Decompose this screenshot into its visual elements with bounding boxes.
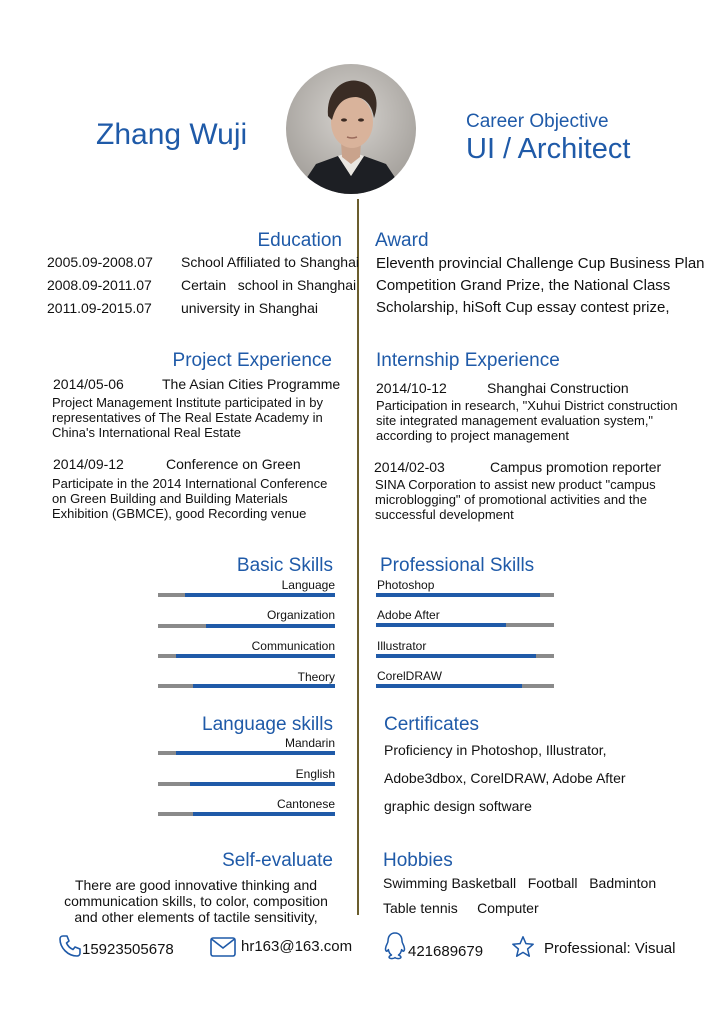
education-school: Certain school in Shanghai [181,277,357,293]
description-line: successful development [375,507,514,522]
basic-skills-heading: Basic Skills [236,555,333,576]
skill-label: Organization [266,608,335,622]
career-objective-title: UI / Architect [466,133,631,165]
education-period: 2011.09-2015.07 [47,300,152,316]
description-line: SINA Corporation to assist new product "campus [375,477,656,492]
description-line: Project Management Institute participated in by [52,395,323,410]
skill-bar [158,684,335,688]
self-evaluate-line: and other elements of tactile sensitivity, [74,909,318,925]
skill-label: Cantonese [276,797,335,811]
skill-bar [376,623,554,627]
description-line: Participation in research, "Xuhui District construction [376,398,678,413]
award-heading: Award [375,230,429,251]
project-title: Conference on Green [166,456,301,472]
skill-bar [158,593,335,597]
internship-description [375,477,656,522]
skill-bar [376,593,554,597]
description-line: microblogging" of promotional activities and the [375,492,647,507]
qq-number: 421689679 [408,943,484,960]
project-title: The Asian Cities Programme [162,376,341,392]
description-line: site integrated management evaluation system," [376,413,654,428]
career-objective-label: Career Objective [466,111,609,132]
self-evaluate-line: There are good innovative thinking and [74,877,318,893]
education-heading: Education [257,230,342,251]
hobbies-row: Swimming Basketball Football Badminton [383,875,657,891]
education-school: university in Shanghai [181,300,318,316]
phone-icon [58,934,82,958]
hobbies-heading: Hobbies [383,850,453,871]
language-skills-heading: Language skills [202,714,333,735]
internship-description [376,398,678,443]
description-line: on Green Building and Building Materials [52,491,288,506]
internship-title: Campus promotion reporter [490,459,662,475]
skill-bar [376,684,554,688]
internship-date: 2014/02-03 [374,459,445,475]
internship-heading: Internship Experience [376,350,560,371]
certificate-line: Adobe3dbox, CorelDRAW, Adobe After [384,770,626,786]
self-evaluate-heading: Self-evaluate [222,850,333,871]
description-line: Participate in the 2014 International Conference [52,476,328,491]
self-evaluate-line: communication skills, to color, composition [64,893,328,909]
professional-skills-heading: Professional Skills [380,555,535,576]
certificates-heading: Certificates [384,714,480,735]
center-divider [357,199,359,915]
project-date: 2014/09-12 [53,456,124,472]
self-evaluate-text [40,877,352,925]
project-heading: Project Experience [172,350,332,371]
phone-number: 15923505678 [82,941,174,958]
skill-label: Mandarin [284,736,335,750]
description-line: China's International Real Estate [52,425,241,440]
project-description [52,476,327,521]
skill-bar [376,654,554,658]
skill-label: Communication [251,639,335,653]
profile-photo [286,64,416,194]
education-period: 2005.09-2008.07 [47,254,153,270]
award-line: Eleventh provincial Challenge Cup Business Plan [376,255,705,272]
qq-icon [383,931,407,961]
email-address: hr163@163.com [241,938,353,955]
star-icon [511,935,535,959]
candidate-name: Zhang Wuji [96,118,248,151]
skill-bar [158,782,335,786]
professional-field: Professional: Visual [544,940,676,957]
description-line: representatives of The Real Estate Academy in [52,410,323,425]
certificate-line: graphic design software [384,798,532,814]
skill-label: English [295,767,335,781]
description-line: Exhibition (GBMCE), good Recording venue [52,506,307,521]
skill-label: Illustrator [377,639,427,653]
skill-bar [158,812,335,816]
skill-bar [158,654,335,658]
project-date: 2014/05-06 [53,376,124,392]
certificate-line: Proficiency in Photoshop, Illustrator, [384,742,607,758]
education-school: School Affiliated to Shanghai [181,254,359,270]
mail-icon [210,937,236,957]
hobbies-row: Table tennis Computer [383,900,539,916]
internship-date: 2014/10-12 [376,380,447,396]
description-line: according to project management [376,428,569,443]
skill-label: Adobe After [377,608,440,622]
skill-label: CorelDRAW [377,669,442,683]
education-period: 2008.09-2011.07 [47,277,152,293]
skill-label: Theory [297,670,335,684]
project-description [52,395,323,440]
skill-bar [158,751,335,755]
skill-label: Language [281,578,335,592]
internship-title: Shanghai Construction [487,380,629,396]
skill-label: Photoshop [377,578,435,592]
award-line: Scholarship, hiSoft Cup essay contest prize, [376,299,670,316]
skill-bar [158,624,335,628]
award-line: Competition Grand Prize, the National Class [376,277,671,294]
